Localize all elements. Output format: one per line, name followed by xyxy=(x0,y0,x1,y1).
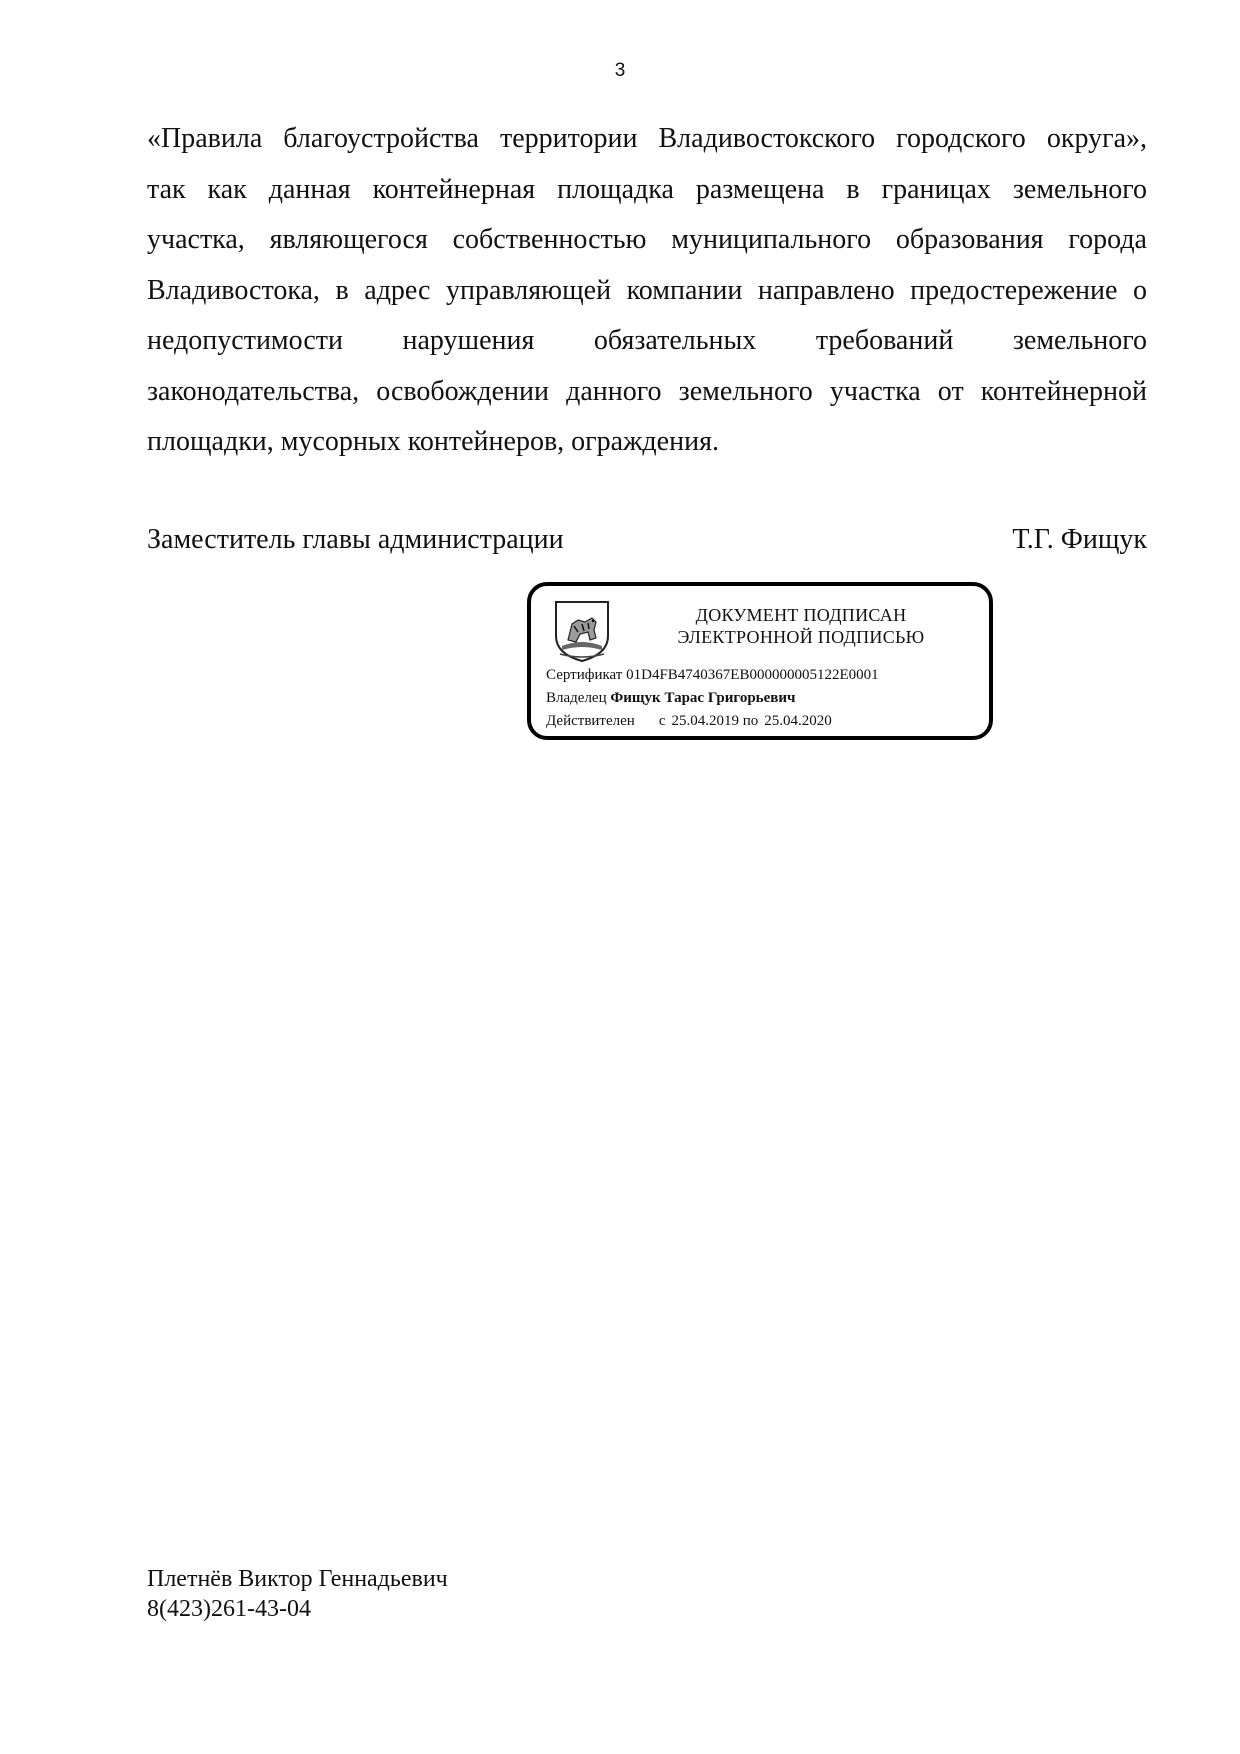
signature-block xyxy=(147,524,1147,556)
certificate-value: 01D4FB4740367EB000000005122E0001 xyxy=(626,667,879,683)
signatory-position: Заместитель главы администрации xyxy=(147,524,564,555)
stamp-title-line: ЭЛЕКТРОННОЙ ПОДПИСЬЮ xyxy=(677,627,925,647)
valid-from-date: 25.04.2019 xyxy=(671,713,739,729)
body-line: недопустимости нарушения обязательных требований земельного xyxy=(147,325,1147,356)
stamp-validity xyxy=(546,713,832,730)
owner-value: Фищук Тарас Григорьевич xyxy=(610,690,796,706)
valid-from-label: с xyxy=(658,713,666,729)
stamp-owner xyxy=(546,690,795,707)
valid-to-label: по xyxy=(742,713,759,729)
valid-to-date: 25.04.2020 xyxy=(764,713,832,729)
vladivostok-coat-of-arms-icon xyxy=(552,598,612,664)
body-line: «Правила благоустройства территории Владивостокского городского округа», xyxy=(147,123,1147,154)
body-line: законодательства, освобождении данного земельного участка от контейнерной xyxy=(147,375,1147,407)
contact-phone: 8(423)261-43-04 xyxy=(147,1596,311,1622)
certificate-label: Сертификат xyxy=(546,667,623,683)
signatory-name: Т.Г. Фищук xyxy=(1012,524,1147,555)
owner-label: Владелец xyxy=(546,690,607,706)
body-line: участка, являющегося собственностью муниципального образования города xyxy=(147,224,1147,255)
stamp-title-line: ДОКУМЕНТ ПОДПИСАН xyxy=(695,605,907,625)
contact-name: Плетнёв Виктор Геннадьевич xyxy=(147,1566,448,1592)
body-paragraph xyxy=(147,114,1147,468)
contact-block xyxy=(147,1564,448,1624)
electronic-signature-stamp xyxy=(527,582,993,740)
body-line: площадки, мусорных контейнеров, ограждения. xyxy=(147,426,719,457)
stamp-title xyxy=(621,604,981,648)
validity-label: Действителен xyxy=(546,713,635,729)
body-line: Владивостока, в адрес управляющей компании направлено предостережение о xyxy=(147,274,1147,306)
page-number: 3 xyxy=(614,60,626,81)
body-line: так как данная контейнерная площадка размещена в границах земельного xyxy=(147,173,1147,205)
stamp-certificate xyxy=(546,667,879,684)
